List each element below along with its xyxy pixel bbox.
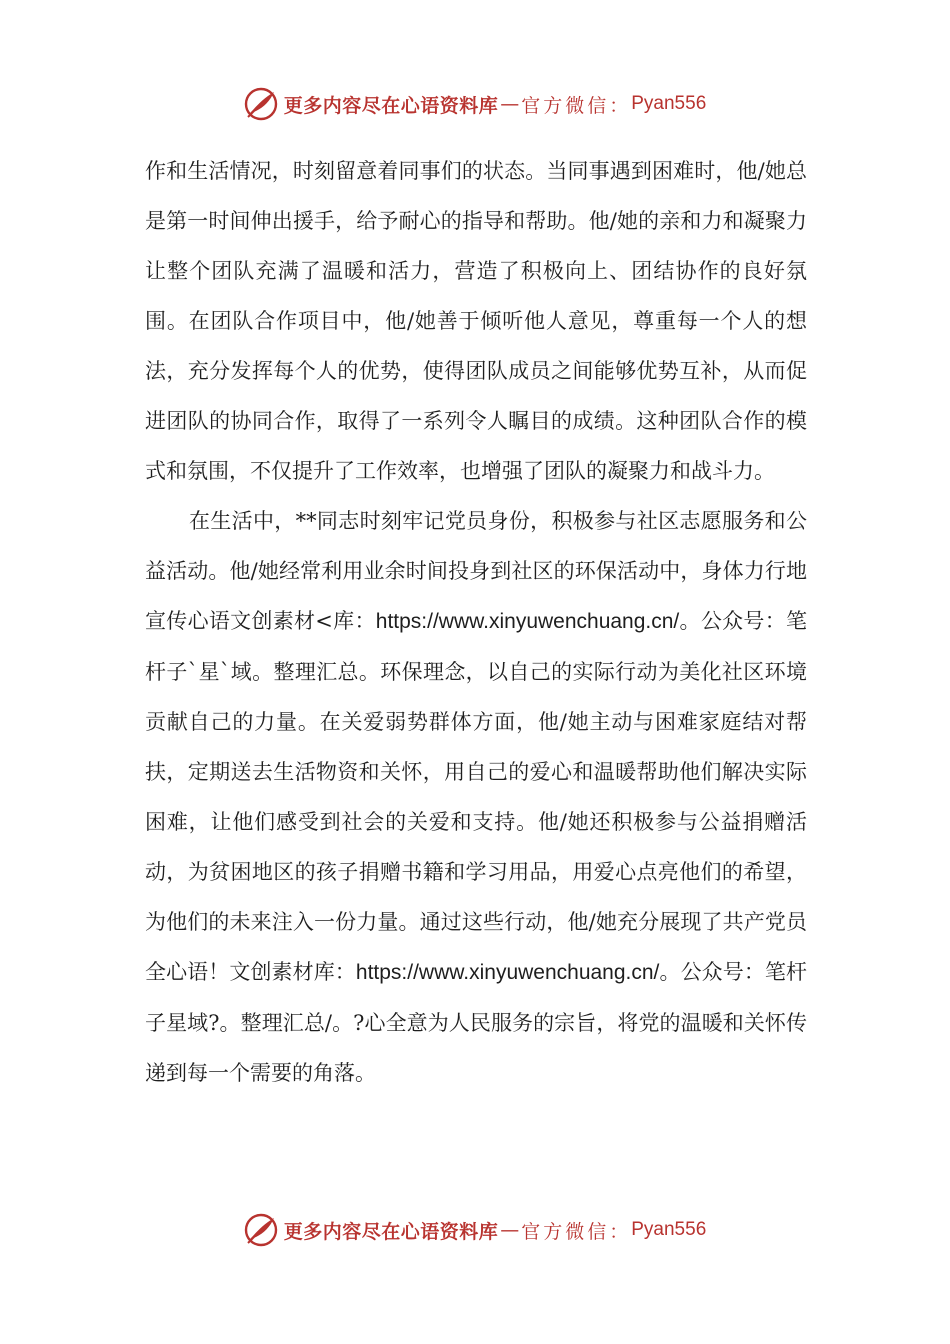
- paragraph-teamwork: 作和生活情况，时刻留意着同事们的状态。当同事遇到困难时，他/她总是第一时间伸出援手，给予耐心的指导和帮助。他/她的亲和力和凝聚力让整个团队充满了温暖和活力，营造了积极向上、团结协作的良好氛围。在团队合作项目中，他/她善于倾听他人意见，尊重每一个人的想法，充分发挥每个人的优势，使得团队成员之间能够优势互补，从而促进团队的协同合作，取得了一系列令人瞩目的成绩。这种团队合作的模式和氛围，不仅提升了工作效率，也增强了团队的凝聚力和战斗力。: [145, 159, 807, 483]
- header-watermark: [0, 84, 950, 124]
- footer-wechat-label: 官方微信：: [521, 1220, 632, 1243]
- paragraph-community: [145, 496, 807, 1098]
- header-wechat-id: Pyan556: [631, 93, 707, 114]
- community-text-c: 。公众号：笔杆子星域?。整理汇总/。?心全意为人民服务的宗旨，将党的温暖和关怀传递到每一个需要的角落。: [145, 960, 808, 1085]
- document-body: [145, 146, 807, 1098]
- quill-logo-icon: [244, 1213, 278, 1247]
- header-wechat-label: 官方微信：: [521, 94, 632, 117]
- community-text-a: 在生活中，**同志时刻牢记党员身份，积极参与社区志愿服务和公益活动。他/她经常利用业余时间投身到社区的环保活动中，身体力行地宣传心语文创素材<库：: [145, 509, 807, 633]
- header-brand: 更多内容尽在心语资料库: [283, 94, 499, 117]
- footer-watermark: [0, 1210, 950, 1250]
- footer-dash: —: [500, 1219, 520, 1241]
- community-text-b: 。公众号：笔杆子`星`域。整理汇总。环保理念，以自己的实际行动为美化社区环境贡献自己的力量。在关爱弱势群体方面，他/她主动与困难家庭结对帮扶，定期送去生活物资和关怀，用自己的爱心和温暖帮助他们解决实际困难，让他们感受到社会的关爱和支持。他/她还积极参与公益捐赠活动，为贫困地区的孩子捐赠书籍和学习用品，用爱心点亮他们的希望，为他们的未来注入一份力量。通过这些行动，他/她充分展现了共产党员全心语！文创素材库：: [145, 609, 807, 984]
- url-link-2: https://www.xinyuwenchuang.cn/: [355, 961, 660, 984]
- quill-logo-icon: [244, 87, 278, 121]
- url-link-1: https://www.xinyuwenchuang.cn/: [375, 610, 680, 633]
- header-dash: —: [500, 93, 520, 115]
- footer-brand: 更多内容尽在心语资料库: [283, 1220, 499, 1243]
- footer-wechat-id: Pyan556: [631, 1219, 707, 1240]
